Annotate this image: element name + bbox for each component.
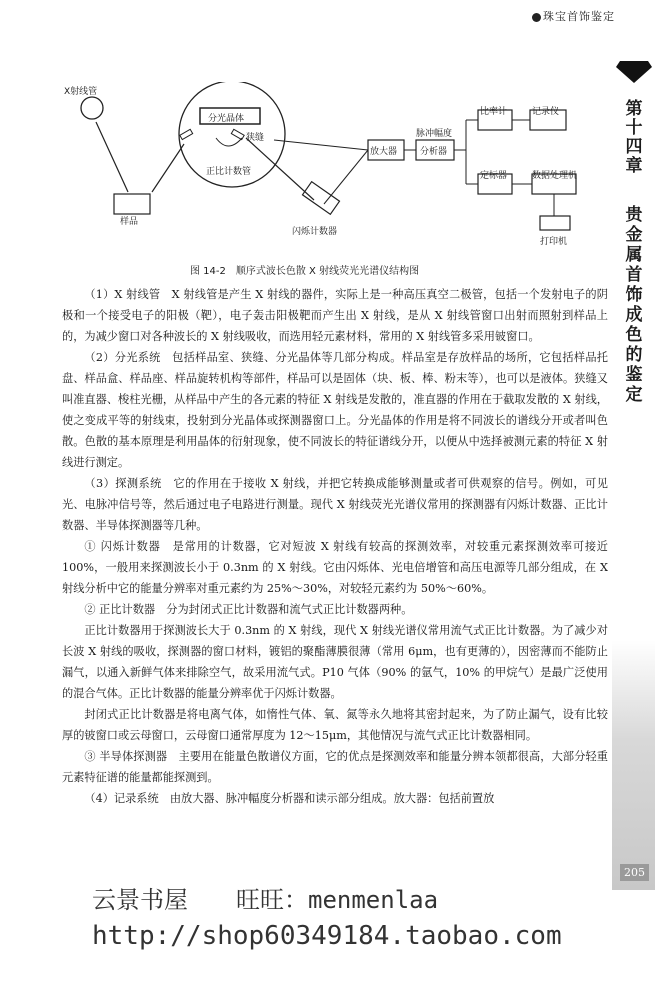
slit-right [231, 129, 244, 139]
paragraph-xray-tube: （1）X 射线管 X 射线管是产生 X 射线的器件，实际上是一种高压真空二极管，包括一个发射电子的阴极和一个接受电子的阳极（靶），电子轰击阳极靶而产生出 X 射线，是从 X 射线管窗口出射而照射到样品上的，为减少窗口对各种波长的 X 射线吸收，而选用轻元素材料，常用的 X 射线管多采用铍窗口。 [62, 288, 608, 343]
paragraph-proportional-counter: ② 正比计数器 分为封闭式正比计数器和流气式正比计数器两种。 [84, 603, 413, 616]
label-proportional-counter: 正比计数管 [206, 167, 252, 177]
label-sample: 样品 [120, 217, 139, 227]
label-data-processor: 数据处理机 [532, 171, 578, 181]
shop-watermark [92, 880, 612, 951]
body-text [62, 284, 608, 809]
label-scintillation-counter: 闪烁计数器 [292, 227, 338, 237]
label-slit: 狭缝 [246, 133, 265, 143]
label-pulse-analyzer-2: 分析器 [420, 147, 448, 157]
paragraph-flow-counter: 正比计数器用于探测波长大于 0.3nm 的 X 射线，现代 X 射线光谱仪常用流气式正比计数器。为了减少对长波 X 射线的吸收，探测器的窗口材料，镀铝的聚酯薄膜很薄（常用 6μm，也有更薄的），因密薄而不能防止漏气，以通入新鲜气体来排除空气，故采用流气式。P10 气体（90% 的氩气，10% 的甲烷气）是最广泛使用的混合气体。正比计数器的能量分辨率优于闪烁计数器。 [62, 624, 608, 700]
paragraph-scintillation-counter: ① 闪烁计数器 是常用的计数器，它对短波 X 射线有较高的探测效率，对较重元素探测效率可接近 100%，一般用来探测波长小于 0.3nm 的 X 射线。它由闪烁体、光电倍增管和高压电源等几部分组成，在 X 射线分析中它的能量分辨率对重元素约为 25%～30%，对较轻元素约为 50%～60%。 [62, 540, 608, 595]
diamond-icon [616, 57, 652, 83]
label-printer: 打印机 [540, 237, 568, 247]
theta-arc [216, 138, 242, 146]
label-amplifier: 放大器 [370, 147, 398, 157]
paragraph-sealed-counter: 封闭式正比计数器是将电离气体，如惰性气体、氧、氮等永久地将其密封起来，为了防止漏气，设有比较厚的铍窗口或云母窗口，云母窗口通常厚度为 12～15μm，其他情况与流气式正比计数器相同。 [62, 708, 608, 742]
label-pulse-analyzer-1: 脉冲幅度 [416, 129, 453, 139]
figure-caption: 图 14-2 顺序式波长色散 X 射线荧光光谱仪结构图 [190, 266, 420, 277]
printer-box [540, 216, 570, 230]
label-scaler: 定标器 [480, 171, 508, 181]
figure-14-2 [56, 82, 616, 254]
paragraph-dispersion-system: （2）分光系统 包括样品室、狭缝、分光晶体等几部分构成。样品室是存放样品的场所，它包括样品托盘、样品盒、样品座、样品旋转机构等部件，样品可以是固体（块、板、棒、粉末等），也可以是液体。狭缝又叫准直器、梭柱光栅，从样品中产生的各元素的特征 X 射线是发散的，准直器的作用在于截取发散的 X 射线，使之变成平等的射线束，投射到分光晶体或探测器窗口上。分光晶体的作用是将不同波长的谱线分开或者叫色散。色散的基本原理是利用晶体的衍射现象，使不同波长的特征谱线分开，以便从中选择被测元素的特征 X 射线进行测定。 [62, 351, 608, 469]
chapter-number: 第十四章 [625, 99, 643, 176]
paragraph-recording-system: （4）记录系统 由放大器、脉冲幅度分析器和读示部分组成。放大器：包括前置放 [84, 792, 495, 805]
beam-sample-to-crystal [152, 144, 184, 192]
page-number: 205 [620, 864, 649, 881]
xray-tube-shape [81, 97, 103, 119]
sample-box [114, 194, 150, 214]
label-xray-tube: X射线管 [64, 87, 98, 97]
running-title-text: 珠宝首饰鉴定 [543, 10, 615, 23]
publisher-logo-icon [532, 13, 541, 22]
line-counter-to-amp [274, 140, 368, 150]
running-title [532, 8, 615, 24]
beam-crystal-to-detector [246, 138, 314, 200]
beam-tube-to-sample [96, 122, 128, 192]
label-recorder: 记录仪 [532, 107, 560, 117]
slit-left [180, 129, 193, 139]
label-crystal: 分光晶体 [208, 114, 245, 124]
chapter-title: 贵金属首饰成色的鉴定 [625, 205, 643, 405]
scintillation-detector-box [302, 182, 339, 215]
watermark-line-2: http://shop60349184.taobao.com [92, 921, 562, 951]
line-detector-to-amp [324, 150, 368, 204]
paragraph-detection-system: （3）探测系统 它的作用在于接收 X 射线，并把它转换成能够测量或者可供观察的信号。例如，可见光、电脉冲信号等，然后通过电子电路进行测量。现代 X 射线荧光光谱仪常用的探测器有闪烁计数器、正比计数器、半导体探测器等几种。 [62, 477, 608, 532]
page-header [0, 0, 655, 30]
watermark-line-1: 云景书屋 旺旺：menmenlaa [92, 886, 439, 914]
paragraph-semiconductor-detector: ③ 半导体探测器 主要用在能量色散谱仪方面，它的优点是探测效率和能量分辨本领都很高，大部分轻重元素特征谱的能量都能探测到。 [62, 750, 608, 784]
chapter-sidebar [612, 90, 655, 890]
label-ratemeter: 比率计 [480, 107, 508, 117]
